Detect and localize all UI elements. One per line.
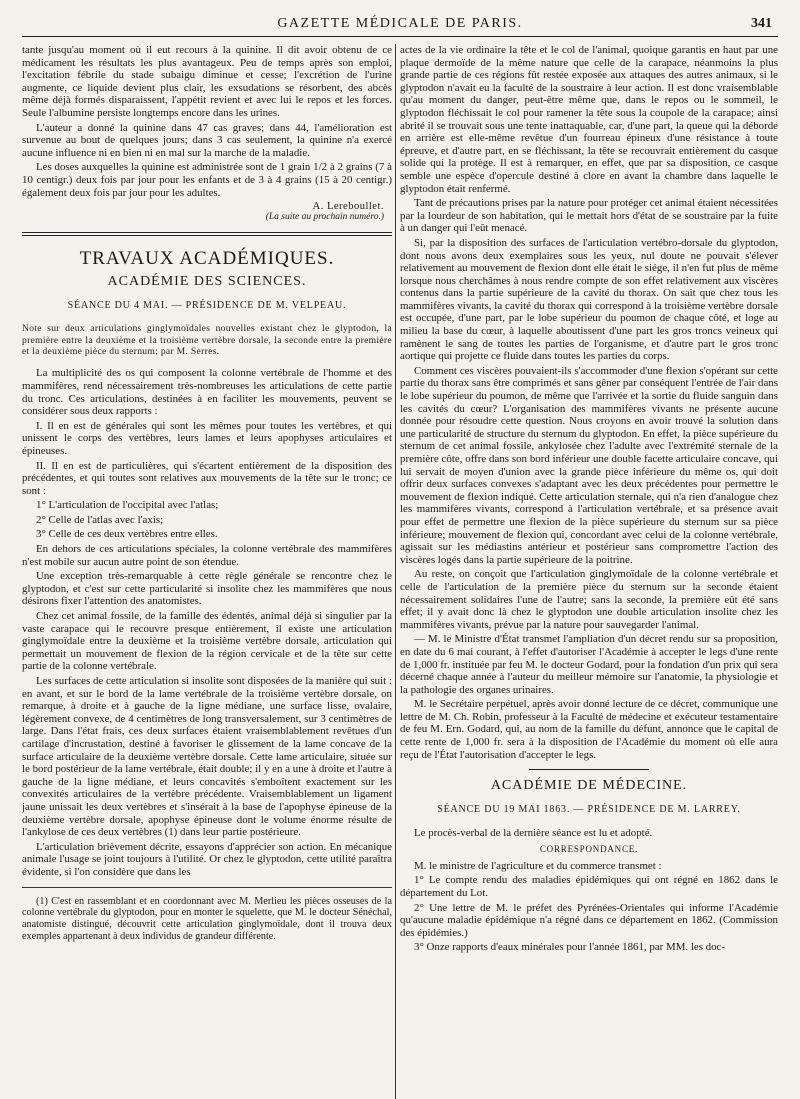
section-title: TRAVAUX ACADÉMIQUES. — [79, 248, 335, 270]
paragraph: Au reste, on conçoit que l'articulation ginglymoïdale de la colonne vertébrale et celle de l'articulation de la première pièce du sternum sur la seconde étaient nécessairement solidaires l'une de l'autre; sans la seconde, la première eût été sans effet; il y avait donc là chez le glyptodon une double articulation insolite chez les mammifères vivants, prévue par la nature pour sauvegarder l'animal. — [400, 568, 778, 631]
paragraph: Une exception très-remarquable à cette règle générale se rencontre chez le glyptodon, et c'est sur cette particularité si insolite chez les mammifères que nous désirons fixer l'attention des anatomistes. — [22, 570, 392, 608]
list-item: 1° L'articulation de l'occipital avec l'atlas; — [36, 499, 219, 512]
session-line: SÉANCE DU 19 MAI 1863. — PRÉSIDENCE DE M. LARREY. — [437, 804, 741, 816]
columns — [22, 44, 778, 1099]
list-item: 2° Une lettre de M. le préfet des Pyrénées-Orientales qui informe l'Académie qu'aucune maladie épidémique n'a régné dans ce département en 1862. (Commission des épidémies.) — [400, 901, 778, 939]
paragraph: La multiplicité des os qui composent la colonne vertébrale de l'homme et des mammifères, rend nécessairement très-nombreuses les articulations de cette partie du tronc. Ces articulations, destinées à en faciliter les mouvements, peuvent se considérer sous deux rapports : — [22, 367, 392, 418]
author-signature: A. Lereboullet. — [312, 201, 384, 213]
session-line: SÉANCE DU 4 MAI. — PRÉSIDENCE DE M. VELPEAU. — [67, 300, 347, 312]
paragraph: Tant de précautions prises par la nature pour protéger cet animal étaient nécessitées par la lourdeur de son habitation, qui le mettait hors d'état de se soustraire par la fuite à un danger qui l'eût menacé. — [400, 197, 778, 235]
academy-heading: ACADÉMIE DES SCIENCES. — [107, 274, 307, 290]
paragraph: II. Il en est de particulières, qui s'écartent entièrement de la disposition des précédentes, et qui toutes sont relatives aux mouvements de la tête sur le tronc; ce sont : — [22, 459, 392, 497]
paragraph: Chez cet animal fossile, de la famille des édentés, animal déjà si singulier par la vaste carapace qui le recouvre presque entièrement, il existe une articulation ginglymoïdale entre la deuxième et la troisième vertèbre dorsale, articulation qui permettait un mouvement de flexion de la région cervicale et de la tête sur cette partie de la colonne vertébrale. — [22, 610, 392, 673]
paragraph: M. le ministre de l'agriculture et du commerce transmet : — [414, 859, 662, 872]
section-divider — [529, 769, 649, 770]
paragraph: I. Il en est de générales qui sont les mêmes pour toutes les vertèbres, et qui unissent le corps des vertèbres, leurs lames et leurs apophyses articulaires et épineuses. — [22, 419, 392, 457]
to-be-continued-note: (La suite au prochain numéro.) — [265, 212, 384, 223]
column-divider — [395, 44, 396, 1099]
note-title: Note sur deux articulations ginglymoïdales nouvelles existant chez le glyptodon, la première entre la deuxième et la troisième vertèbre dorsale, la seconde entre la première et la deuxième pièce du sternum; par M. Serres. — [22, 323, 392, 357]
paragraph: L'auteur a donné la quinine dans 47 cas graves; dans 44, l'amélioration est survenue au bout de quelques jours; dans 3 cas seulement, la quinine n'a exercé aucune influence ni en bien ni en mal sur la marche de la maladie. — [22, 121, 392, 159]
paragraph: Le procès-verbal de la dernière séance est lu et adopté. — [414, 827, 653, 840]
correspondance-label: CORRESPONDANCE. — [539, 843, 639, 854]
continued-paragraph: actes de la vie ordinaire la tête et le col de l'animal, quoique garantis en haut par une plaque dermoïde de la même nature que celle de la carapace, néanmoins la plus grande partie de ces régions fût restée exposée aux attaques des autres animaux, si le glyptodon n'avait eu la faculté de la soustraire à leur action. Il est donc vraisemblable qu'au moment du danger, peut-être même que, dans le repos ou le sommeil, le glyptodon fléchissait le col pour ramener la tête sous la coupole de la carapace; ainsi abrité il se trouvait sous une tente inattaquable, car, d'une part, la queue qui la déborde en arrière est elle-même revêtue d'un fourreau épineux d'une résistance à toute épreuve, et d'autre part, en se fléchissant, la tête se recouvrait entièrement du casque solide qui la protège. Il est à remarquer, en effet, que par sa disposition, ce casque semble une espèce d'opercule destiné à clore en avant la chambre dans laquelle le glyptodon était renfermé. — [400, 44, 778, 195]
right-column — [400, 44, 778, 1099]
section-divider — [22, 232, 392, 236]
footnote: (1) C'est en rassemblant et en coordonnant avec M. Merlieu les pièces osseuses de la colonne vertébrale du glyptodon, pour en monter le squelette, que M. le docteur Sénéchal, anatomiste distingué, découvrit cette articulation ginglymoïdale, dont il trouva deux exemples appartenant à deux individus de grandeur différente. — [22, 895, 392, 942]
paragraph: Si, par la disposition des surfaces de l'articulation vertébro-dorsale du glyptodon, dont nous avons deux exemplaires sous les yeux, nul doute ne pouvait s'élever relativement au mouvement de flexion dont elle était le siége, il n'en fut plus de même lorsque nous cherchâmes à nous rendre compte de son effet relativement aux viscères contenus dans la partie supérieure de la cavité du thorax. On sait que chez tous les mammifères vivants, la cavité du thorax qui correspond à la troisième vertèbre dorsale est occupée, d'une part, par le lobe supérieur du poumon de chaque côté, et loge au milieu la base du cœur, à laquelle aboutissent d'une part les gros troncs veineux qui ramènent le sang de toutes les parties de l'organisme, et d'autre part le gros tronc aortique qui projette ce fluide dans toutes les parties du corps. — [400, 236, 778, 363]
paragraph: En dehors de ces articulations spéciales, la colonne vertébrale des mammifères n'est mobile sur aucun autre point de son étendue. — [22, 543, 392, 568]
academy-heading: ACADÉMIE DE MÉDECINE. — [490, 778, 688, 794]
paragraph: — M. le Ministre d'État transmet l'ampliation d'un décret rendu sur sa proposition, en date du 6 mai courant, à l'effet d'autoriser l'Académie à accepter le legs d'une rente de 1,000 fr. instituée par feu M. le docteur Godard, pour la fondation d'un prix qui sera décerné chaque année à l'auteur du meilleur mémoire sur l'anatomie, la physiologie et la pathologie des organes urinaires. — [400, 633, 778, 696]
paragraph: Les surfaces de cette articulation si insolite sont disposées de la manière qui suit : en avant, et sur le bord de la lame vertébrale de la troisième vertèbre dorsale, on remarque, à droite et à gauche de la ligne médiane, une surface lisse, ovalaire, légèrement convexe, de 4 centimètres de long transversalement, sur 3 centimètres de large. Dans l'état frais, ces deux surfaces étaient vraisemblablement revêtues d'un cartilage d'incrustation, destiné à favoriser le glissement de la lame concave de la surface articulaire de la deuxième vertèbre dorsale. Cette lame articulaire, située sur le bord postérieur de la lame vertébrale, était double; il y en a une à droite et l'autre à gauche de la ligne médiane, et leurs concavités s'emboîtent exactement sur les convexités articulaires de la vertèbre précédente. Vraisemblablement un ligament jaune unissait les deux vertèbres et s'insérait à la base de l'apophyse épineuse de la deuxième vertèbre dorsale, apophyse épineuse dont le volume énorme résulte de l'ankylose de ces deux vertèbres (1) dans leur partie postérieure. — [22, 675, 392, 839]
paragraph: Comment ces viscères pouvaient-ils s'accommoder d'une flexion s'opérant sur cette partie du thorax sans être comprimés et sans gêner par conséquent l'entrée de l'air dans le lobe supérieur du poumon, de même que l'arrivée et la sortie du fluide sanguin dans les cavités du cœur? L'organisation des mammifères vivants ne présente aucune donnée pour résoudre cette question. Nous croyons en avoir trouvé la solution dans une particularité de structure du sternum du glyptodon. En effet, la pièce supérieure du sternum de cet animal fossile, ankylosée chez l'adulte avec l'extrémité sternale de la première côte, offre dans son bord inférieur une double facette articulaire concave, qui lui servait de moyen d'union avec la grande pièce inférieure du même os, qui doit offrir deux surfaces convexes s'adaptant avec les deux précédentes pour permettre le mouvement de flexion indiqué. Cette articulation sternale, qui n'a rien d'analogue chez les mammifères vivants, correspond à l'articulation vertébrale, et sa présence avait pour effet de permettre une flexion de la pièce supérieure du sternum sur sa pièce inférieure; mouvement de flexion qui, concordant avec celui de la colonne vertébrale, agissait sur les médiastins antérieur et postérieur sans compromettre l'action des viscères logés dans la partie supérieure de la poitrine. — [400, 364, 778, 566]
left-column — [22, 44, 392, 1099]
paragraph: M. le Secrétaire perpétuel, après avoir donné lecture de ce décret, communique une lettre de M. Ch. Robin, professeur à la Faculté de médecine et exécuteur testamentaire de feu M. Ern. Godard, qui, au nom de la famille du défunt, annonce que le capital de cette rente de 1,000 fr. sera à la disposition de l'Académie du moment où elle aura reçu de l'État l'autorisation d'accepter le legs. — [400, 698, 778, 761]
journal-title: GAZETTE MÉDICALE DE PARIS. — [277, 16, 523, 31]
paragraph: Les doses auxquelles la quinine est administrée sont de 1 grain 1/2 à 2 grains (7 à 10 centigr.) deux fois par jour pour les enfants et de 3 à 4 grains (15 à 20 centigr.) également deux fois par jour pour les adultes. — [22, 161, 392, 199]
paragraph: L'articulation brièvement décrite, essayons d'apprécier son action. En mécanique animale l'usage se joint toujours à l'utilité. Or chez le glyptodon, cette utilité paraîtra évidente, si l'on considère que dans les — [22, 840, 392, 878]
footnote-rule — [22, 887, 392, 888]
list-item: 2° Celle de l'atlas avec l'axis; — [36, 513, 164, 526]
page-number: 341 — [751, 16, 772, 31]
list-item: 3° Celle de ces deux vertèbres entre elles. — [36, 528, 218, 541]
list-item: 3° Onze rapports d'eaux minérales pour l'année 1861, par MM. les doc- — [414, 941, 726, 954]
continued-paragraph: tante jusqu'au moment où il eut recours à la quinine. Il dit avoir obtenu de ce médicament les résultats les plus avantageux. Peu de temps après son emploi, l'excitation fébrile du stade subaigu diminue et cesse; l'excrétion de l'urine augmente, ce liquide devient plus clair, les exsudations se résorbent, des abcès même déjà formés disparaissent, l'appétit revient et avec lui le repos et les forces. Seule l'albumine persiste longtemps encore dans les urines. — [22, 44, 392, 119]
running-header — [22, 14, 778, 37]
list-item: 1° Le compte rendu des maladies épidémiques qui ont régné en 1862 dans le département du Lot. — [400, 874, 778, 900]
